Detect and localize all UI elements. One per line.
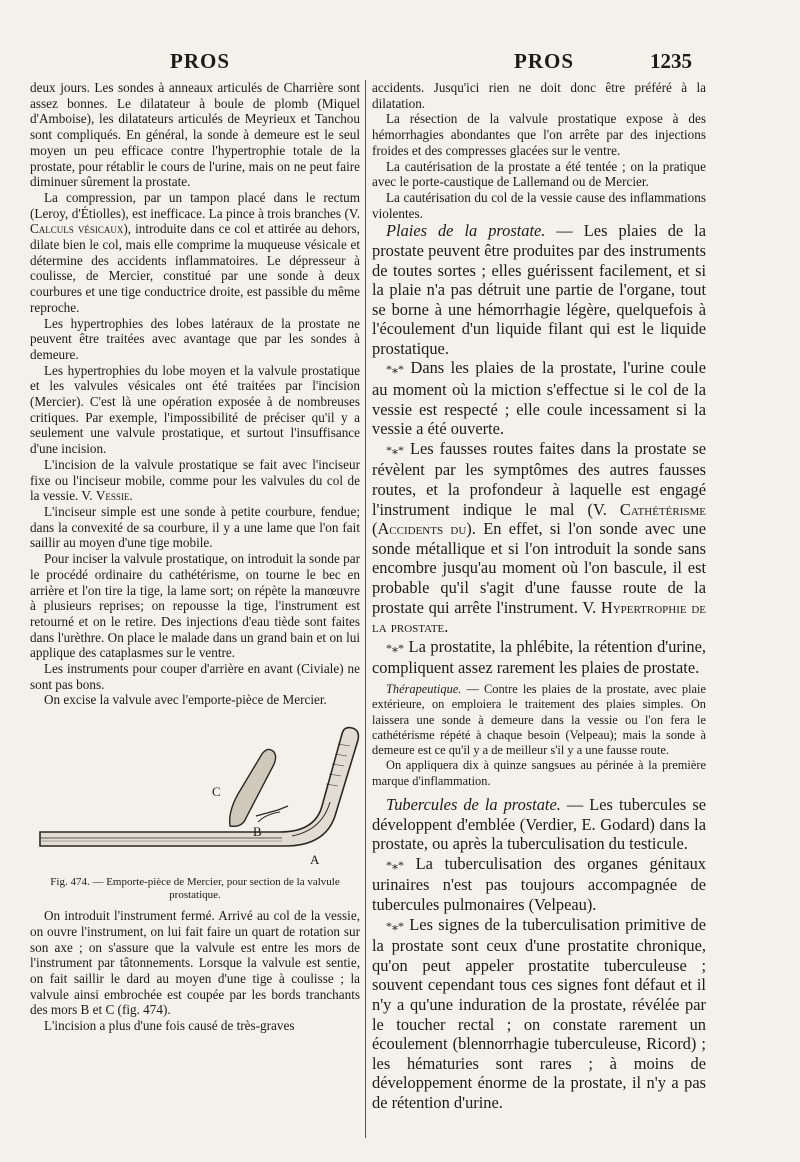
section-title: Tubercules de la prostate.: [386, 795, 561, 815]
paragraph: Les hypertrophies du lobe moyen et la valvule prostatique et les valvules vésicales ont été traitées par l'incision (Mercier). C'est là une opération exposée à de nombreuses critiques. Par exemple, l'impossibilité de préciser qu'il y a seulement une valvule prostatique, et surtout l'insuffisance d'une incision.: [30, 362, 360, 457]
cross-reference: Calculs vésicaux: [30, 221, 124, 237]
section-tubercules: Tubercules de la prostate. — Les tubercules se développent d'emblée (Verdier, E. Godard) dans la prostate, ou après la tuberculisation du testicule.: [372, 795, 706, 854]
figure-caption: Fig. 474. — Emporte-pièce de Mercier, pour section de la valvule prostatique.: [50, 876, 340, 902]
section-title: Plaies de la prostate.: [386, 221, 546, 241]
paragraph: *⁎* La prostatite, la phlébite, la rétention d'urine, compliquent assez rarement les plaies de prostate.: [372, 636, 706, 678]
paragraph: Les hypertrophies des lobes latéraux de la prostate ne peuvent être traitées avec avantage que par les sondes à demeure.: [30, 315, 360, 362]
paragraph: La résection de la valvule prostatique expose à des hémorrhagies abondantes que l'on arrête par des injections froides et des compresses glacées sur le ventre.: [372, 111, 706, 158]
asterism-icon: *⁎*: [386, 857, 404, 872]
page-header: [0, 49, 800, 79]
column-divider: [365, 80, 366, 1138]
paragraph: L'incision de la valvule prostatique se fait avec l'inciseur fixe ou l'inciseur mobile, comme pour les valvules du col de la vessie. V. Vessie.: [30, 456, 360, 504]
section-plaies: Plaies de la prostate. — Les plaies de la prostate peuvent être produites par des instruments de toutes sortes ; elles guérissent facilement, et si la plaie n'a pas détruit une partie de l'organe, tout se borne à une hémorrhagie légère, quelquefois à l'écoulement d'un liquide filant qui est le liquide prostatique.: [372, 221, 706, 358]
paragraph: *⁎* Les signes de la tuberculisation primitive de la prostate sont ceux d'une prostatite chronique, qu'on peut appeler prostatite tuberculeuse ; souvent cependant tous ces signes font défaut et il n'y a qu'une induration de la prostate, révélée par le toucher rectal ; on constate rarement un écoulement (blennorrhagie tuberculeuse, Ricord) ; les hématuries sont rares ; à moins de développement énorme de la prostate, il n'y a pas de rétention d'urine.: [372, 914, 706, 1112]
section-therapeutique: Thérapeutique. — Contre les plaies de la prostate, avec plaie extérieure, on emploiera le traitement des plaies simples. On laissera une sonde à demeure dans la vessie ou l'on fera le cathétérisme répété à chaque besoin (Velpeau); mais la sonde à demeure est ce qu'il y a de meilleur s'il y a une fausse route.: [372, 681, 706, 758]
paragraph: L'incision a plus d'une fois causé de très-graves: [44, 1018, 295, 1034]
emporte-piece-illustration: [30, 714, 360, 874]
section-title: Thérapeutique.: [386, 681, 462, 696]
paragraph: *⁎* Les fausses routes faites dans la prostate se révèlent par les symptômes des autres fausses routes, et la profondeur à laquelle est engagé l'instrument indique le mal (V. Cathétérisme (Accidents du). En effet, si l'on sonde avec une sonde métallique et si l'on introduit la sonde sans encombre jusqu'au moment où l'on bascule, il est probable qu'il s'agit d'une fausse route de la prostate qui arrête l'instrument. V. Hypertrophie de la prostate.: [372, 438, 706, 637]
running-head-right: PROS: [514, 49, 575, 73]
paragraph: L'inciseur simple est une sonde à petite courbure, fendue; dans la convexité de sa courbure, il y a une lame que l'on fait saillir au moyen d'une tige mobile.: [30, 503, 360, 551]
running-head-left: PROS: [170, 49, 231, 73]
asterism-icon: *⁎*: [386, 362, 404, 377]
paragraph: La cautérisation du col de la vessie cause des inflammations violentes.: [372, 189, 706, 221]
paragraph: On introduit l'instrument fermé. Arrivé au col de la vessie, on ouvre l'instrument, on lui fait faire un quart de rotation sur son axe ; on s'assure que la valvule est entre les mors de l'instrument par tâtonnements. Lorsque la valvule est sentie, on fait saillir le dard au moyen d'une tige à coulisse ; la valvule ainsi embrochée est coupée par les bords tranchants des mors B et C (fig. 474).: [30, 908, 360, 1018]
paragraph: La cautérisation de la prostate a été tentée ; on la pratique avec le porte-caustique de Lallemand ou de Mercier.: [372, 158, 706, 190]
paragraph: On appliquera dix à quinze sangsues au périnée à la première marque d'inflammation.: [372, 758, 706, 788]
paragraph: accidents. Jusqu'ici rien ne doit donc être préféré à la dilatation.: [372, 80, 706, 111]
asterism-icon: *⁎*: [386, 918, 404, 933]
left-column: [30, 80, 360, 1034]
cross-reference: Hypertrophie de la prostate: [372, 597, 706, 637]
figure-474: [30, 714, 360, 874]
label-b: B: [253, 824, 262, 840]
asterism-icon: *⁎*: [386, 640, 404, 655]
asterism-icon: *⁎*: [386, 442, 404, 457]
paragraph: Pour inciser la valvule prostatique, on introduit la sonde par le procédé ordinaire du cathétérisme, on tourne le bec en arrière et l'on tire la tige, la lame sort; on répète la manœuvre à plusieurs reprises; on repousse la tige, l'instrument est retourné et on le retire. Des injections d'eau tiède sont faites dans l'urèthre. On place le malade dans un grand bain et on lui applique des cataplasmes sur le ventre.: [30, 551, 360, 661]
cross-reference: Vessie: [95, 488, 130, 504]
page-number: 1235: [650, 49, 692, 73]
label-a: A: [310, 852, 320, 868]
right-column: [372, 80, 706, 1113]
paragraph: La compression, par un tampon placé dans le rectum (Leroy, d'Étiolles), est inefficace. La pince à trois branches (V. Calculs vésicaux), introduite dans ce col et attirée au dehors, dilate bien le col, mais elle comprime la muqueuse vésicale et détermine des accidents inflammatoires. Le dépresseur à coulisse, de Mercier, constitué par une sonde à deux courbures et une tige conductrice droite, est passible du même reproche.: [30, 189, 360, 315]
paragraph: On excise la valvule avec l'emporte-pièce de Mercier.: [44, 692, 327, 708]
paragraph: Les instruments pour couper d'arrière en avant (Civiale) ne sont pas bons.: [30, 661, 360, 692]
paragraph: *⁎* Dans les plaies de la prostate, l'urine coule au moment où la miction s'effectue si le col de la vessie est respecté ; elle coule incessament si la vessie a été ouverte.: [372, 358, 706, 439]
label-c: C: [212, 784, 221, 800]
paragraph: deux jours. Les sondes à anneaux articulés de Charrière sont assez bonnes. Le dilatateur à boule de plomb (Miquel d'Amboise), les dilatateurs articulés de Meyrieux et Tanchou sont compliqués. En général, la sonde à demeure est le seul moyen un peu efficace contre l'hypertrophie totale de la prostate, pour rétablir le cours de l'urine, mais on ne peut faire diminuer sûrement la prostate.: [30, 80, 360, 190]
cross-reference: Cathétérisme (Accidents du): [372, 499, 706, 539]
paragraph: *⁎* La tuberculisation des organes génitaux urinaires n'est pas toujours accompagnée de tubercules pulmonaires (Velpeau).: [372, 853, 706, 915]
